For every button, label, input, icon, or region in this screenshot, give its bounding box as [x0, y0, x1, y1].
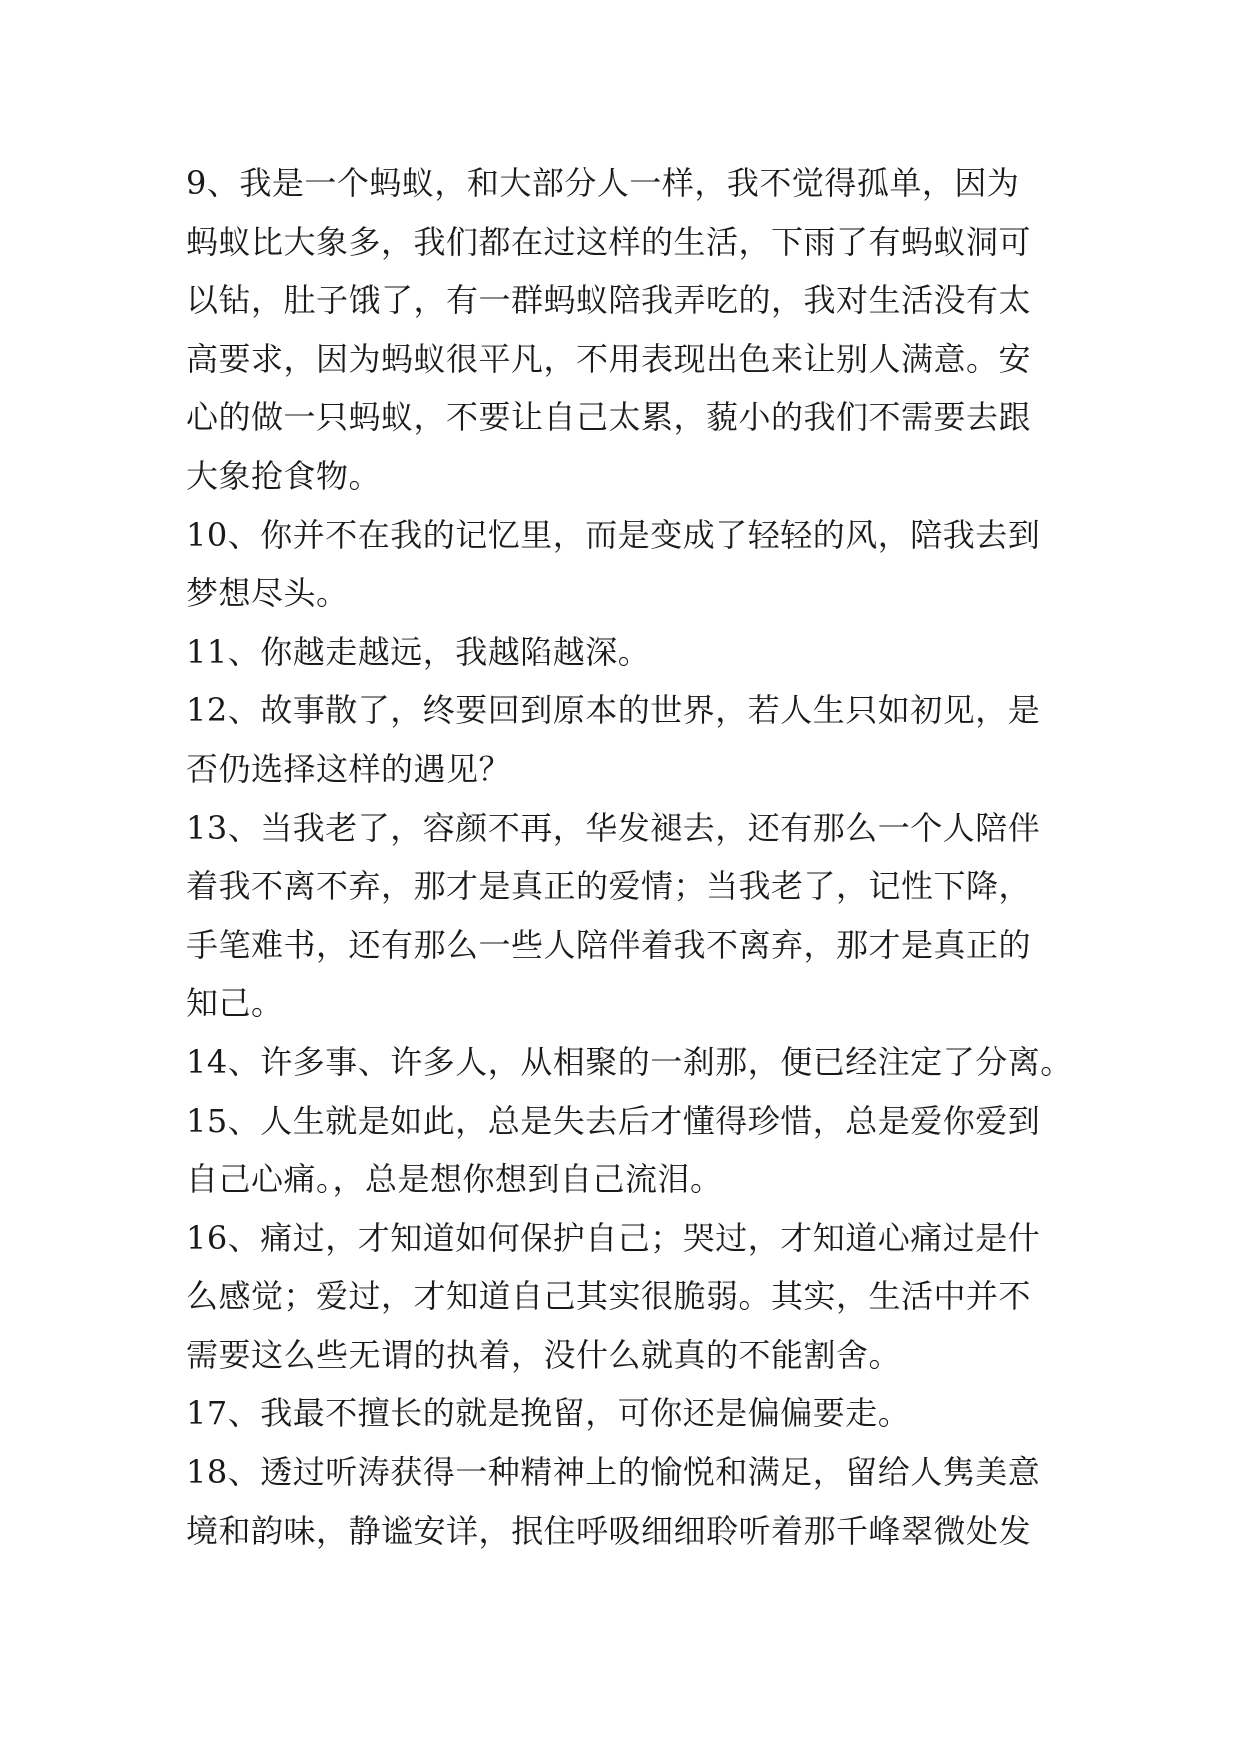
paragraph — [186, 799, 1066, 1033]
text-line: 梦想尽头。 — [186, 574, 349, 613]
text-line: 13、当我老了，容颜不再，华发褪去，还有那么一个人陪伴 — [186, 808, 1041, 847]
text-line: 17、我最不擅长的就是挽留，可你还是偏偏要走。 — [186, 1394, 911, 1433]
text-line: 9、我是一个蚂蚁，和大部分人一样，我不觉得孤单，因为 — [186, 164, 1020, 202]
text-line: 大象抢食物。 — [186, 456, 382, 495]
text-line: 12、故事散了，终要回到原本的世界，若人生只如初见，是 — [186, 691, 1041, 730]
paragraph — [186, 1443, 1066, 1560]
text-line: 18、透过听涛获得一种精神上的愉悦和满足，留给人隽美意 — [186, 1453, 1041, 1492]
paragraph — [186, 681, 1066, 798]
text-line: 15、人生就是如此，总是失去后才懂得珍惜，总是爱你爱到 — [186, 1101, 1041, 1140]
text-line: 16、痛过，才知道如何保护自己；哭过，才知道心痛过是什 — [186, 1218, 1041, 1257]
paragraph — [186, 1209, 1066, 1385]
text-line: 11、你越走越远，我越陷越深。 — [186, 632, 651, 671]
text-line: 需要这么些无谓的执着，没什么就真的不能割舍。 — [186, 1335, 902, 1374]
text-line: 心的做一只蚂蚁，不要让自己太累，藐小的我们不需要去跟 — [186, 398, 1032, 437]
text-line: 否仍选择这样的遇见？ — [186, 749, 512, 788]
text-line: 境和韵味，静谧安详，抿住呼吸细细聆听着那千峰翠微处发 — [186, 1511, 1032, 1550]
paragraph — [186, 1384, 1066, 1443]
paragraph — [186, 623, 1066, 682]
text-line: 10、你并不在我的记忆里，而是变成了轻轻的风，陪我去到 — [186, 515, 1041, 554]
paragraph — [186, 154, 1066, 506]
document-body — [186, 154, 1073, 1560]
paragraph — [186, 1033, 1073, 1092]
text-line: 自己心痛。，总是想你想到自己流泪。 — [186, 1160, 723, 1199]
text-line: 知己。 — [186, 984, 284, 1023]
text-line: 么感觉；爱过，才知道自己其实很脆弱。其实，生活中并不 — [186, 1277, 1032, 1316]
text-line: 14、许多事、许多人，从相聚的一刹那，便已经注定了分离。 — [186, 1042, 1073, 1081]
text-line: 蚂蚁比大象多，我们都在过这样的生活，下雨了有蚂蚁洞可 — [186, 222, 1032, 261]
text-line: 着我不离不弃，那才是真正的爱情；当我老了，记性下降， — [186, 867, 1032, 906]
text-line: 以钻，肚子饿了，有一群蚂蚁陪我弄吃的，我对生活没有太 — [186, 281, 1032, 320]
text-line: 手笔难书，还有那么一些人陪伴着我不离弃，那才是真正的 — [186, 925, 1032, 964]
text-line: 高要求，因为蚂蚁很平凡，不用表现出色来让别人满意。安 — [186, 339, 1032, 378]
paragraph — [186, 1092, 1066, 1209]
paragraph — [186, 506, 1066, 623]
